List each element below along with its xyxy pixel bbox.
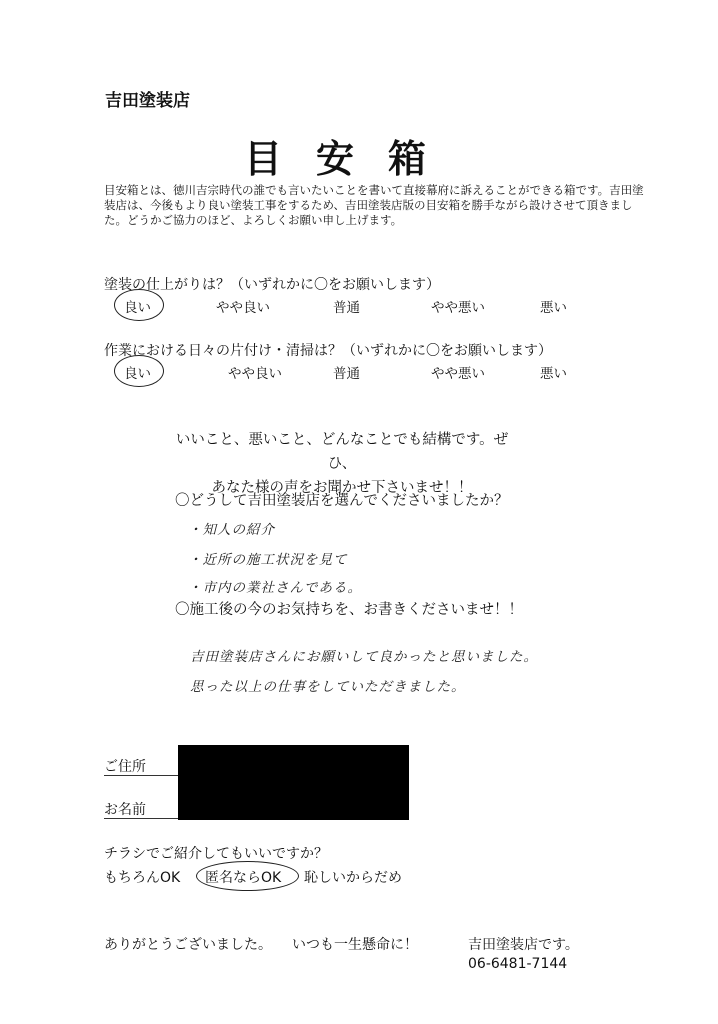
footer-phone: 06-6481-7144 (468, 956, 568, 972)
q1-option-fairly-bad[interactable]: やや悪い (431, 300, 485, 316)
company-name-header: 吉田塗装店 (105, 91, 190, 111)
reason-answer-2: ・近所の施工状況を見て (188, 552, 348, 568)
appeal-line-1: いいこと、悪いこと、どんなことでも結構です。ぜひ、 (175, 432, 509, 472)
q2-option-fairly-bad[interactable]: やや悪い (431, 366, 485, 382)
name-label: お名前 (104, 802, 146, 818)
q2-options (0, 362, 718, 382)
q2-option-fairly-good[interactable]: やや良い (228, 366, 282, 382)
q1-option-fairly-good[interactable]: やや良い (216, 300, 270, 316)
flyer-selected-circle (196, 861, 299, 891)
q2-question: 作業における日々の片付け・清掃は？（いずれかに〇をお願いします） (104, 343, 552, 359)
q2-option-average[interactable]: 普通 (333, 366, 360, 382)
q2-selected-circle (114, 355, 164, 387)
feelings-answer-1: 吉田塗装店さんにお願いして良かったと思いました。 (190, 649, 538, 665)
address-label: ご住所 (104, 759, 146, 775)
q1-option-good[interactable]: 良い (124, 300, 151, 316)
flyer-option-anonymous[interactable]: 匿名ならOK (205, 870, 282, 886)
footer-thanks: ありがとうございました。 (104, 937, 272, 953)
reason-question: 〇どうして吉田塗装店を選んでくださいましたか？ (175, 493, 509, 509)
q1-option-bad[interactable]: 悪い (540, 300, 567, 316)
appeal-line-2: あなた様の声をお聞かせ下さいませ！！ (211, 480, 473, 496)
footer-company: 吉田塗装店です。 (468, 937, 579, 953)
intro-paragraph: 目安箱とは、徳川吉宗時代の誰でも言いたいことを書いて直接幕府に訴えることができる箱です。吉田塗装店は、今後もより良い塗装工事をするため、吉田塗装店版の目安箱を勝手ながら設けさせて頂きました。どうかご協力のほど、よろしくお願い申し上げます。 (104, 183, 644, 227)
flyer-option-no[interactable]: 恥しいからだめ (304, 870, 402, 886)
flyer-question: チラシでご紹介してもいいですか？ (104, 846, 328, 862)
q2-option-good[interactable]: 良い (124, 366, 151, 382)
q2-option-bad[interactable]: 悪い (540, 366, 567, 382)
redaction-box (178, 745, 409, 820)
reason-answer-1: ・知人の紹介 (188, 522, 275, 538)
q1-question: 塗装の仕上がりは？（いずれかに〇をお願いします） (104, 277, 440, 293)
flyer-option-sure[interactable]: もちろんOK (104, 870, 181, 886)
footer-motto: いつも一生懸命に！ (292, 937, 418, 953)
q1-options (0, 296, 718, 316)
feelings-answer-2: 思った以上の仕事をしていただきました。 (190, 679, 466, 695)
feelings-question: 〇施工後の今のお気持ちを、お書きくださいませ！！ (175, 602, 523, 618)
q1-selected-circle (114, 289, 164, 321)
reason-answer-3: ・市内の業社さんである。 (188, 580, 362, 596)
q1-option-average[interactable]: 普通 (333, 300, 360, 316)
page-title: 目安箱 (244, 137, 461, 181)
